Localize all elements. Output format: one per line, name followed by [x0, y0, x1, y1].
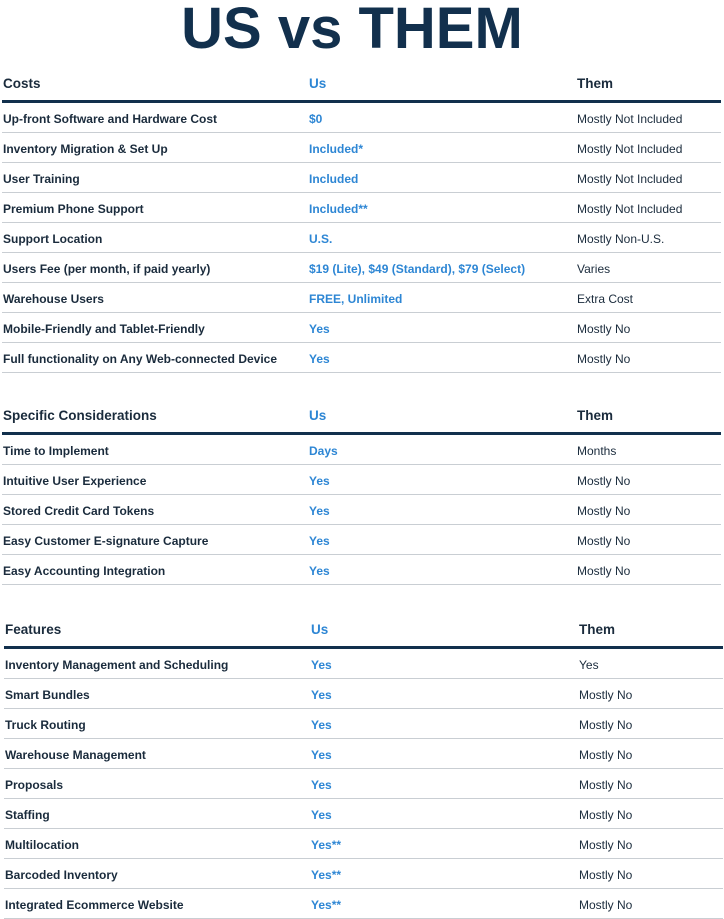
table-row: [2, 193, 721, 223]
row-us-value: Yes: [311, 658, 332, 672]
row-label: Full functionality on Any Web-connected Device: [3, 352, 278, 366]
table-row: [2, 495, 721, 525]
row-us-value: $0: [309, 112, 323, 126]
row-us-value: Yes**: [311, 838, 342, 852]
table-row: [4, 859, 723, 889]
row-label: Mobile-Friendly and Tablet-Friendly: [3, 322, 205, 336]
row-them-value: Mostly No: [579, 808, 633, 822]
row-label: Inventory Management and Scheduling: [5, 658, 229, 672]
costs-header-us: Us: [309, 76, 327, 91]
row-them-value: Mostly No: [579, 898, 633, 912]
row-label: Barcoded Inventory: [5, 868, 118, 882]
table-row: [2, 343, 721, 373]
row-us-value: Yes: [309, 534, 330, 548]
specific-header-category: Specific Considerations: [3, 408, 157, 423]
row-them-value: Mostly Not Included: [577, 142, 683, 156]
row-label: Warehouse Management: [5, 748, 146, 762]
row-us-value: Yes: [311, 748, 332, 762]
row-label: Stored Credit Card Tokens: [3, 504, 155, 518]
row-us-value: Yes: [309, 504, 330, 518]
table-row: [2, 465, 721, 495]
row-us-value: Yes: [309, 564, 330, 578]
costs-header-row: [2, 70, 721, 103]
table-row: [4, 739, 723, 769]
row-us-value: $19 (Lite), $49 (Standard), $79 (Select): [309, 262, 526, 276]
costs-table: [2, 70, 721, 373]
features-header-us: Us: [311, 622, 329, 637]
row-us-value: U.S.: [309, 232, 333, 246]
row-them-value: Mostly No: [577, 474, 631, 488]
features-header-category: Features: [5, 622, 62, 637]
table-row: [4, 829, 723, 859]
row-us-value: Yes: [311, 688, 332, 702]
row-label: User Training: [3, 172, 80, 186]
costs-header-them: Them: [577, 76, 614, 91]
row-label: Proposals: [5, 778, 64, 792]
row-us-value: Included: [309, 172, 359, 186]
row-label: Smart Bundles: [5, 688, 90, 702]
table-row: [2, 555, 721, 585]
specific-header-them: Them: [577, 408, 614, 423]
row-them-value: Extra Cost: [577, 292, 634, 306]
row-them-value: Mostly No: [577, 322, 631, 336]
row-us-value: Yes: [311, 778, 332, 792]
row-us-value: Yes: [309, 352, 330, 366]
table-row: [2, 525, 721, 555]
row-label: Support Location: [3, 232, 103, 246]
costs-header-category: Costs: [3, 76, 41, 91]
row-us-value: Yes**: [311, 898, 342, 912]
row-them-value: Mostly Not Included: [577, 202, 683, 216]
table-row: [2, 103, 721, 133]
table-row: [4, 709, 723, 739]
row-label: Premium Phone Support: [3, 202, 144, 216]
row-label: Users Fee (per month, if paid yearly): [3, 262, 211, 276]
table-row: [2, 435, 721, 465]
table-row: [4, 649, 723, 679]
row-them-value: Mostly No: [579, 718, 633, 732]
row-us-value: Days: [309, 444, 338, 458]
table-row: [2, 313, 721, 343]
row-them-value: Mostly No: [577, 352, 631, 366]
row-us-value: Included**: [309, 202, 368, 216]
specific-considerations-table: [2, 402, 721, 585]
row-label: Intuitive User Experience: [3, 474, 147, 488]
row-us-value: Yes: [309, 322, 330, 336]
row-label: Time to Implement: [3, 444, 109, 458]
table-row: [2, 283, 721, 313]
row-label: Up-front Software and Hardware Cost: [3, 112, 218, 126]
features-table: [4, 616, 723, 919]
row-us-value: Yes**: [311, 868, 342, 882]
row-them-value: Mostly Not Included: [577, 112, 683, 126]
row-label: Integrated Ecommerce Website: [5, 898, 184, 912]
row-us-value: Included*: [309, 142, 364, 156]
features-header-row: [4, 616, 723, 649]
row-us-value: FREE, Unlimited: [309, 292, 403, 306]
row-them-value: Mostly No: [579, 778, 633, 792]
row-label: Staffing: [5, 808, 50, 822]
row-label: Multilocation: [5, 838, 79, 852]
row-label: Easy Accounting Integration: [3, 564, 166, 578]
row-us-value: Yes: [311, 808, 332, 822]
table-row: [4, 769, 723, 799]
row-them-value: Mostly No: [579, 688, 633, 702]
row-them-value: Mostly No: [577, 564, 631, 578]
row-them-value: Mostly No: [577, 504, 631, 518]
row-them-value: Mostly No: [579, 868, 633, 882]
table-row: [2, 223, 721, 253]
row-them-value: Months: [577, 444, 617, 458]
row-label: Truck Routing: [5, 718, 86, 732]
table-row: [2, 253, 721, 283]
row-them-value: Mostly No: [579, 748, 633, 762]
page-title: US vs THEM: [181, 0, 523, 61]
table-row: [4, 679, 723, 709]
table-row: [2, 133, 721, 163]
table-row: [2, 163, 721, 193]
row-label: Warehouse Users: [3, 292, 104, 306]
specific-header-row: [2, 402, 721, 435]
table-row: [4, 799, 723, 829]
row-us-value: Yes: [309, 474, 330, 488]
row-label: Inventory Migration & Set Up: [3, 142, 168, 156]
row-them-value: Varies: [577, 262, 611, 276]
row-them-value: Mostly Non-U.S.: [577, 232, 665, 246]
row-us-value: Yes: [311, 718, 332, 732]
row-them-value: Yes: [579, 658, 599, 672]
row-them-value: Mostly No: [579, 838, 633, 852]
specific-header-us: Us: [309, 408, 327, 423]
table-row: [4, 889, 723, 919]
row-them-value: Mostly Not Included: [577, 172, 683, 186]
row-them-value: Mostly No: [577, 534, 631, 548]
features-header-them: Them: [579, 622, 616, 637]
row-label: Easy Customer E-signature Capture: [3, 534, 209, 548]
